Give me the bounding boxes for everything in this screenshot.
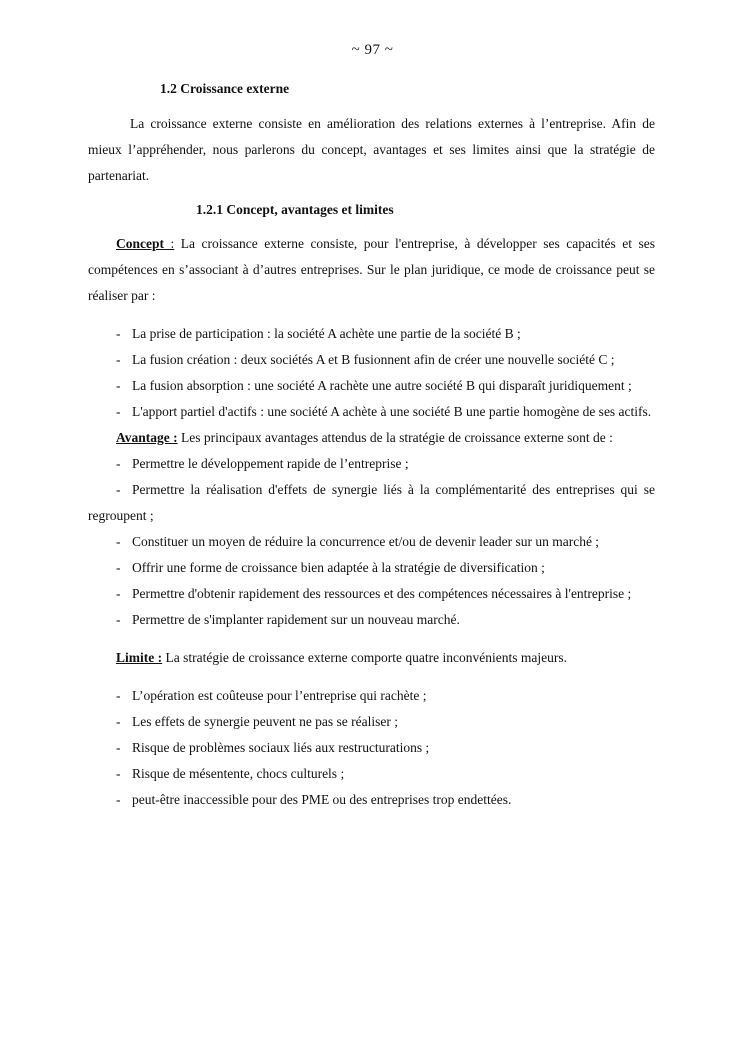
list-marker: - — [116, 378, 121, 393]
avantage-text: Les principaux avantages attendus de la stratégie de croissance externe sont de : — [177, 430, 613, 445]
limite-term: Limite : — [116, 650, 163, 665]
concept-colon: : — [170, 236, 175, 251]
list-item — [88, 735, 655, 761]
list-item-text: La fusion création : deux sociétés A et B fusionnent afin de créer une nouvelle société C ; — [132, 352, 615, 367]
concept-text: La croissance externe consiste, pour l'entreprise, à développer ses capacités et ses compétences en s’associant à d’autres entreprises. Sur le plan juridique, ce mode de croissance peut se réaliser par : — [88, 236, 655, 303]
list-item — [88, 477, 655, 529]
list-marker: - — [116, 586, 121, 601]
list-marker: - — [116, 766, 121, 781]
list-item-text: Les effets de synergie peuvent ne pas se réaliser ; — [132, 714, 399, 729]
list-item-text: Risque de problèmes sociaux liés aux restructurations ; — [132, 740, 430, 755]
list-marker: - — [116, 714, 121, 729]
limite-list — [88, 683, 655, 813]
list-item — [88, 321, 655, 347]
list-item — [88, 787, 655, 813]
list-marker: - — [116, 612, 121, 627]
avantage-paragraph — [88, 425, 655, 451]
list-item-text: Risque de mésentente, chocs culturels ; — [132, 766, 345, 781]
limite-text: La stratégie de croissance externe comporte quatre inconvénients majeurs. — [162, 650, 567, 665]
list-item — [88, 555, 655, 581]
page-number: ~ 97 ~ — [351, 42, 394, 58]
list-item — [88, 529, 655, 555]
list-item — [88, 607, 655, 633]
list-item — [88, 399, 655, 425]
page-content — [88, 76, 655, 813]
list-item-text: Permettre de s'implanter rapidement sur un nouveau marché. — [132, 612, 460, 627]
list-marker: - — [116, 352, 121, 367]
list-marker: - — [116, 560, 121, 575]
list-item-text: La fusion absorption : une société A rachète une autre société B qui disparaît juridiquement ; — [132, 378, 632, 393]
list-item-text: Offrir une forme de croissance bien adaptée à la stratégie de diversification ; — [132, 560, 545, 575]
list-item-text: Permettre le développement rapide de l’entreprise ; — [132, 456, 409, 471]
list-marker: - — [116, 404, 121, 419]
list-item — [88, 761, 655, 787]
list-item — [88, 373, 655, 399]
list-marker: - — [116, 326, 121, 341]
section-intro: La croissance externe consiste en amélioration des relations externes à l’entreprise. Afin de mieux l’appréhender, nous parlerons du concept, avantages et ses limites ainsi que la stratégie de partenariat. — [88, 116, 655, 183]
list-item — [88, 347, 655, 373]
list-item-text: Permettre d'obtenir rapidement des ressources et des compétences nécessaires à l'entreprise ; — [132, 586, 632, 601]
list-item-text: L’opération est coûteuse pour l’entreprise qui rachète ; — [132, 688, 427, 703]
avantage-term: Avantage : — [116, 430, 178, 445]
list-marker: - — [116, 740, 121, 755]
list-marker: - — [116, 456, 121, 471]
subsection-heading: 1.2.1 Concept, avantages et limites — [196, 202, 394, 217]
concept-list — [88, 321, 655, 425]
list-marker: - — [116, 482, 121, 497]
list-item — [88, 709, 655, 735]
list-marker: - — [116, 688, 121, 703]
list-item-text: La prise de participation : la société A achète une partie de la société B ; — [132, 326, 521, 341]
limite-paragraph — [88, 645, 655, 671]
list-item-text: Constituer un moyen de réduire la concurrence et/ou de devenir leader sur un marché ; — [132, 534, 600, 549]
list-item — [88, 683, 655, 709]
list-marker: - — [116, 534, 121, 549]
list-item-text: L'apport partiel d'actifs : une société A achète à une société B une partie homogène de ses actifs. — [132, 404, 652, 419]
avantage-list — [88, 451, 655, 633]
list-item — [88, 581, 655, 607]
list-item-text: peut-être inaccessible pour des PME ou des entreprises trop endettées. — [132, 792, 512, 807]
list-item-text: Permettre la réalisation d'effets de synergie liés à la complémentarité des entreprises qui se regroupent ; — [88, 482, 655, 523]
concept-term: Concept — [116, 236, 171, 251]
concept-paragraph — [88, 231, 655, 309]
list-item — [88, 451, 655, 477]
list-marker: - — [116, 792, 121, 807]
section-heading: 1.2 Croissance externe — [160, 81, 290, 96]
